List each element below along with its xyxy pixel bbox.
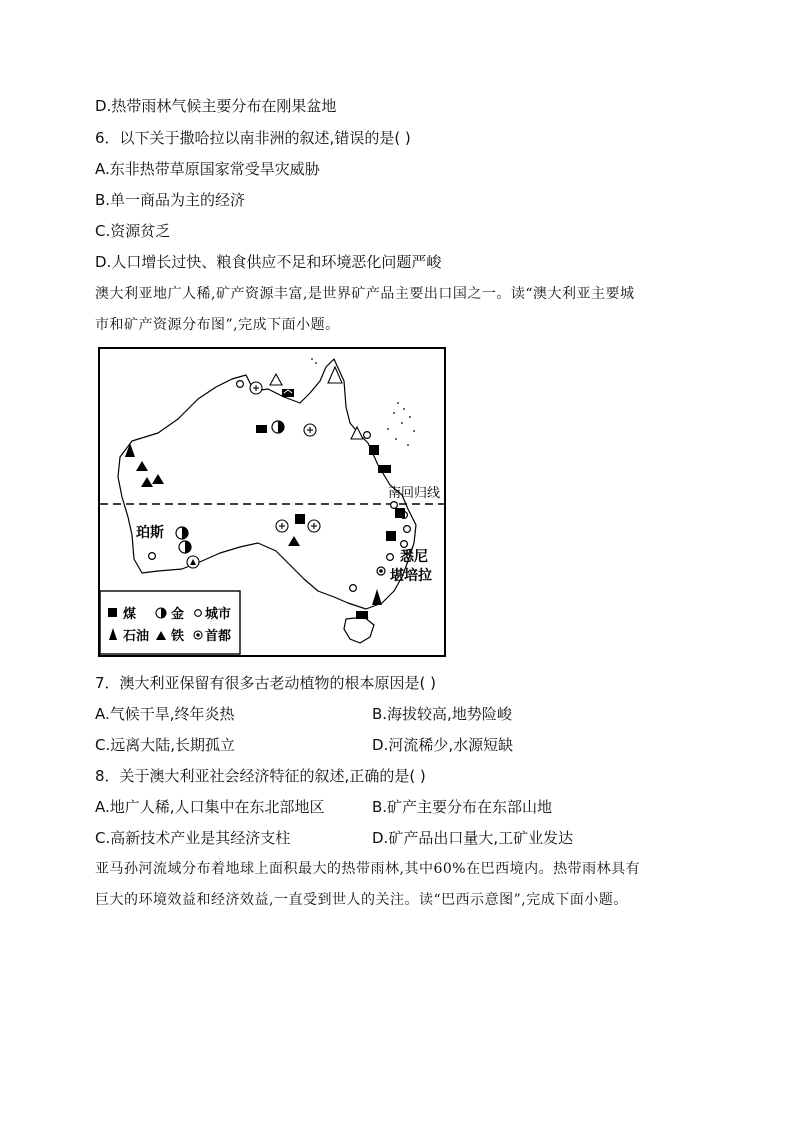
- oil-field-marker: [304, 424, 316, 436]
- coal-marker: [386, 531, 396, 541]
- city-melbourne: [350, 585, 357, 592]
- q8-option-c: C.高新技术产业是其经济支柱: [95, 829, 291, 847]
- map-legend: [100, 591, 240, 654]
- legend-gold-label: 金: [171, 607, 185, 622]
- q6-stem: 6．以下关于撒哈拉以南非洲的叙述,错误的是( ): [95, 129, 411, 147]
- legend-coal-icon: [108, 608, 117, 617]
- coal-marker: [369, 445, 379, 455]
- q7-option-d: D.河流稀少,水源短缺: [372, 736, 514, 754]
- legend-city-icon: [195, 610, 202, 617]
- city-sydney: [387, 554, 394, 561]
- q6-option-b: B.单一商品为主的经济: [95, 191, 246, 209]
- city-brisbane: [391, 502, 398, 509]
- gold-marker: [176, 527, 188, 539]
- iron-circle-marker: [187, 556, 199, 568]
- legend-coal-label: 煤: [123, 607, 137, 622]
- oil-field-marker: [250, 382, 262, 394]
- oil-field-marker: [308, 520, 320, 532]
- q5-option-d: D.热带雨林气候主要分布在刚果盆地: [95, 97, 337, 115]
- oil-field-marker: [276, 520, 288, 532]
- coal-marker: [256, 425, 267, 433]
- city-darwin: [237, 381, 244, 388]
- brazil-passage-line-2: 巨大的环境效益和经济效益,一直受到世人的关注。读“巴西示意图”,完成下面小题。: [95, 892, 628, 908]
- legend-city-label: 城市: [205, 607, 232, 622]
- q8-option-b: B.矿产主要分布在东部山地: [372, 798, 553, 816]
- q7-option-a: A.气候干旱,终年炎热: [95, 705, 235, 723]
- gold-marker: [272, 421, 284, 433]
- label-canberra: 堪培拉: [390, 568, 432, 584]
- label-perth: 珀斯: [136, 525, 164, 541]
- city-perth: [149, 553, 156, 560]
- q6-option-a: A.东非热带草原国家常受旱灾威胁: [95, 160, 320, 178]
- city-newcastle: [401, 541, 408, 548]
- australia-passage-line-1: 澳大利亚地广人稀,矿产资源丰富,是世界矿产品主要出口国之一。读“澳大利亚主要城: [95, 286, 635, 302]
- legend-iron-label: 铁: [171, 629, 185, 644]
- capital-canberra: [377, 567, 385, 575]
- australia-passage-line-2: 市和矿产资源分布图”,完成下面小题。: [95, 317, 340, 333]
- q7-option-b: B.海拔较高,地势险峻: [372, 705, 512, 723]
- city-nsw: [404, 526, 411, 533]
- legend-capital-label: 首都: [205, 629, 232, 644]
- q8-option-a: A.地广人稀,人口集中在东北部地区: [95, 798, 325, 816]
- brazil-passage-line-1: 亚马孙河流域分布着地球上面积最大的热带雨林,其中60%在巴西境内。热带雨林具有: [95, 861, 641, 877]
- q8-stem: 8．关于澳大利亚社会经济特征的叙述,正确的是( ): [95, 767, 426, 785]
- label-sydney: 悉尼: [400, 549, 428, 565]
- city-townsville: [364, 432, 371, 439]
- gold-marker: [179, 541, 191, 553]
- coal-marker: [295, 514, 305, 524]
- coal-marker: [356, 611, 368, 619]
- q6-option-c: C.资源贫乏: [95, 222, 171, 240]
- q8-option-d: D.矿产品出口量大,工矿业发达: [372, 829, 574, 847]
- legend-oil-label: 石油: [123, 629, 150, 644]
- q6-option-d: D.人口增长过快、粮食供应不足和环境恶化问题严峻: [95, 253, 442, 271]
- mine-marker: [282, 389, 294, 397]
- q7-stem: 7．澳大利亚保留有很多古老动植物的根本原因是( ): [95, 674, 437, 692]
- coal-marker: [378, 465, 391, 473]
- legend-gold-icon: [156, 608, 166, 618]
- tropic-label: 南回归线: [388, 486, 441, 501]
- q7-option-c: C.远离大陆,长期孤立: [95, 736, 236, 754]
- legend-capital-icon: [194, 631, 202, 639]
- coal-marker: [395, 508, 405, 518]
- australia-resource-map: [98, 347, 446, 657]
